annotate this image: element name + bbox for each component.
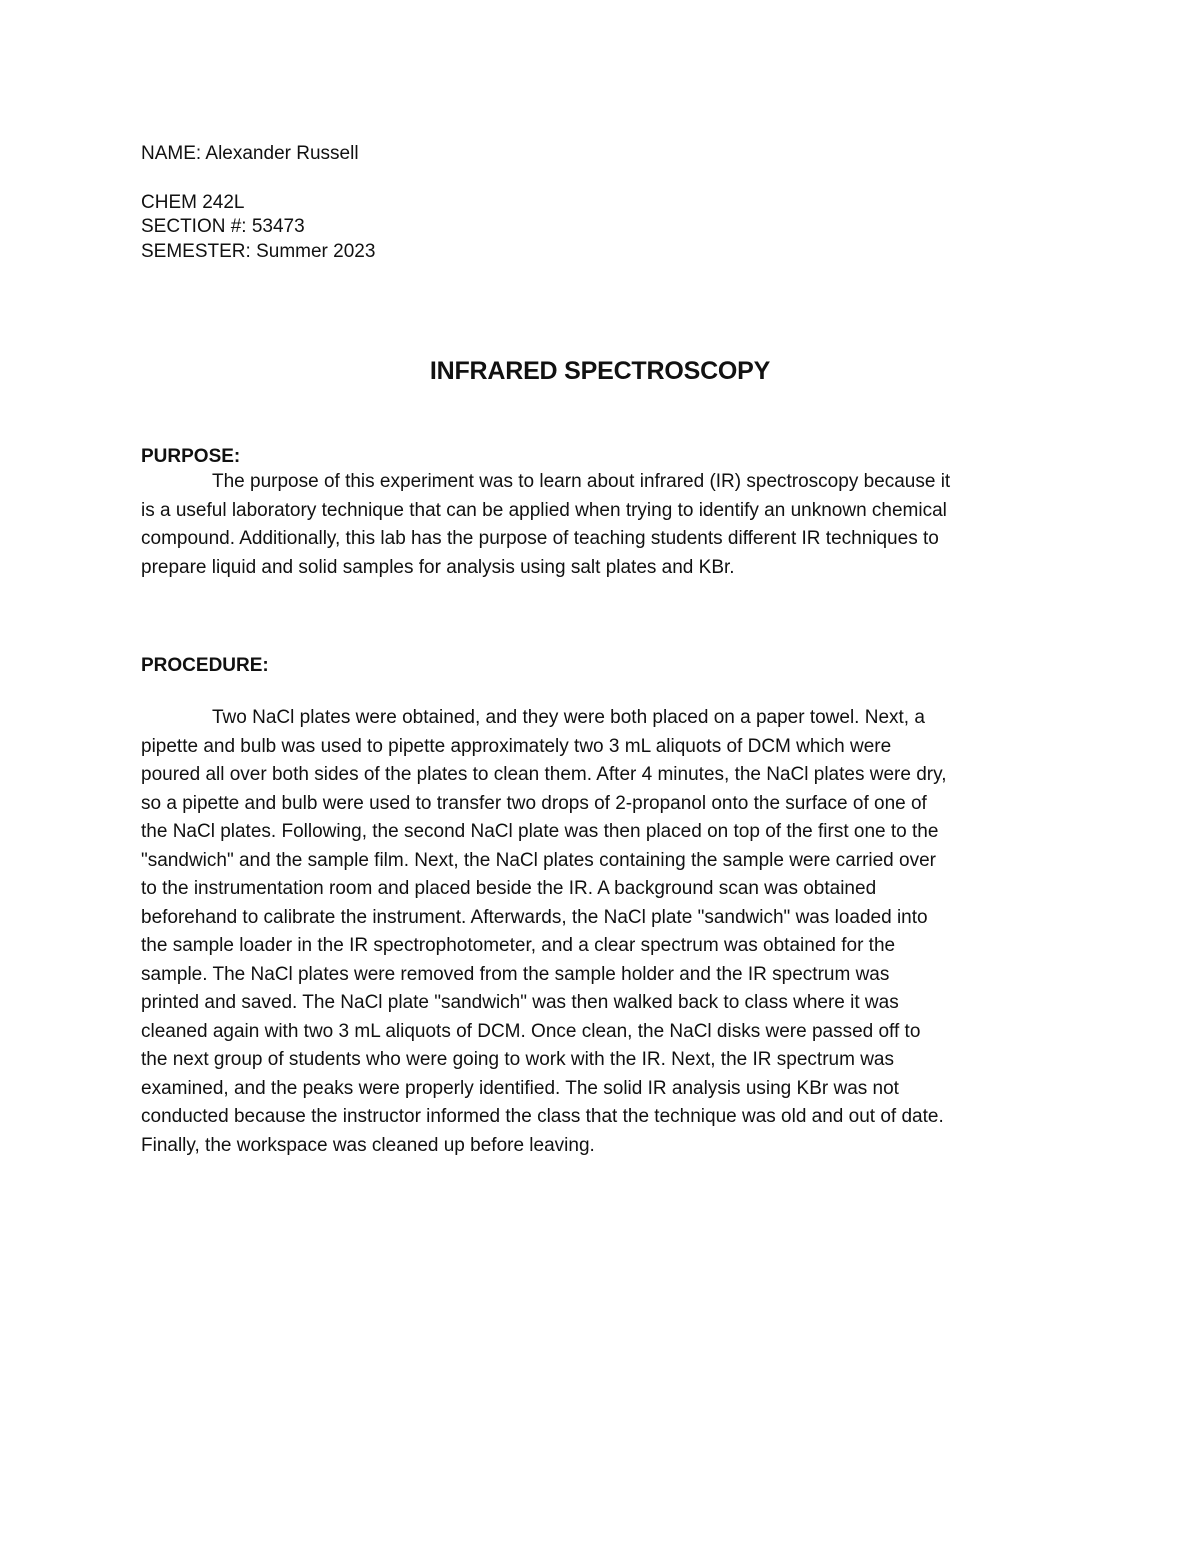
- paragraph-line: the sample loader in the IR spectrophotometer, and a clear spectrum was obtained for the: [141, 935, 896, 956]
- procedure-paragraph: [141, 704, 1081, 1160]
- paragraph-line: the NaCl plates. Following, the second NaCl plate was then placed on top of the first one to the: [141, 821, 939, 842]
- purpose-heading: PURPOSE:: [141, 446, 241, 467]
- paragraph-line: examined, and the peaks were properly identified. The solid IR analysis using KBr was not: [141, 1077, 899, 1099]
- document-title: INFRARED SPECTROSCOPY: [429, 357, 771, 385]
- semester: SEMESTER: Summer 2023: [141, 240, 376, 262]
- purpose-paragraph: [141, 468, 1081, 582]
- paragraph-line: poured all over both sides of the plates to clean them. After 4 minutes, the NaCl plates were dry,: [141, 764, 947, 785]
- paragraph-line: to the instrumentation room and placed beside the IR. A background scan was obtained: [141, 878, 877, 899]
- paragraph-line: prepare liquid and solid samples for analysis using salt plates and KBr.: [141, 556, 735, 578]
- spacer: [141, 167, 375, 191]
- course-code: CHEM 242L: [141, 191, 245, 213]
- paragraph-line: Finally, the workspace was cleaned up before leaving.: [141, 1134, 595, 1156]
- paragraph-line: cleaned again with two 3 mL aliquots of DCM. Once clean, the NaCl disks were passed off to: [141, 1020, 921, 1042]
- student-info-block: [141, 142, 375, 264]
- paragraph-line: is a useful laboratory technique that can be applied when trying to identify an unknown chemical: [141, 499, 947, 521]
- paragraph-line: the next group of students who were going to work with the IR. Next, the IR spectrum was: [141, 1049, 894, 1070]
- paragraph-line: Two NaCl plates were obtained, and they were both placed on a paper towel. Next, a: [212, 707, 925, 728]
- paragraph-line: so a pipette and bulb were used to transfer two drops of 2-propanol onto the surface of one of: [141, 792, 927, 814]
- student-name: NAME: Alexander Russell: [141, 143, 359, 164]
- section-number: SECTION #: 53473: [141, 216, 305, 237]
- paragraph-line: pipette and bulb was used to pipette approximately two 3 mL aliquots of DCM which were: [141, 735, 892, 757]
- paragraph-line: The purpose of this experiment was to learn about infrared (IR) spectroscopy because it: [212, 471, 951, 492]
- paragraph-line: sample. The NaCl plates were removed from the sample holder and the IR spectrum was: [141, 963, 890, 985]
- paragraph-line: compound. Additionally, this lab has the purpose of teaching students different IR techniques to: [141, 528, 939, 549]
- paragraph-line: conducted because the instructor informed the class that the technique was old and out of date.: [141, 1106, 944, 1127]
- paragraph-line: printed and saved. The NaCl plate "sandwich" was then walked back to class where it was: [141, 992, 899, 1013]
- paragraph-line: "sandwich" and the sample film. Next, the NaCl plates containing the sample were carried over: [141, 849, 936, 871]
- procedure-heading: PROCEDURE:: [141, 655, 269, 676]
- paragraph-line: beforehand to calibrate the instrument. Afterwards, the NaCl plate "sandwich" was loaded into: [141, 906, 928, 928]
